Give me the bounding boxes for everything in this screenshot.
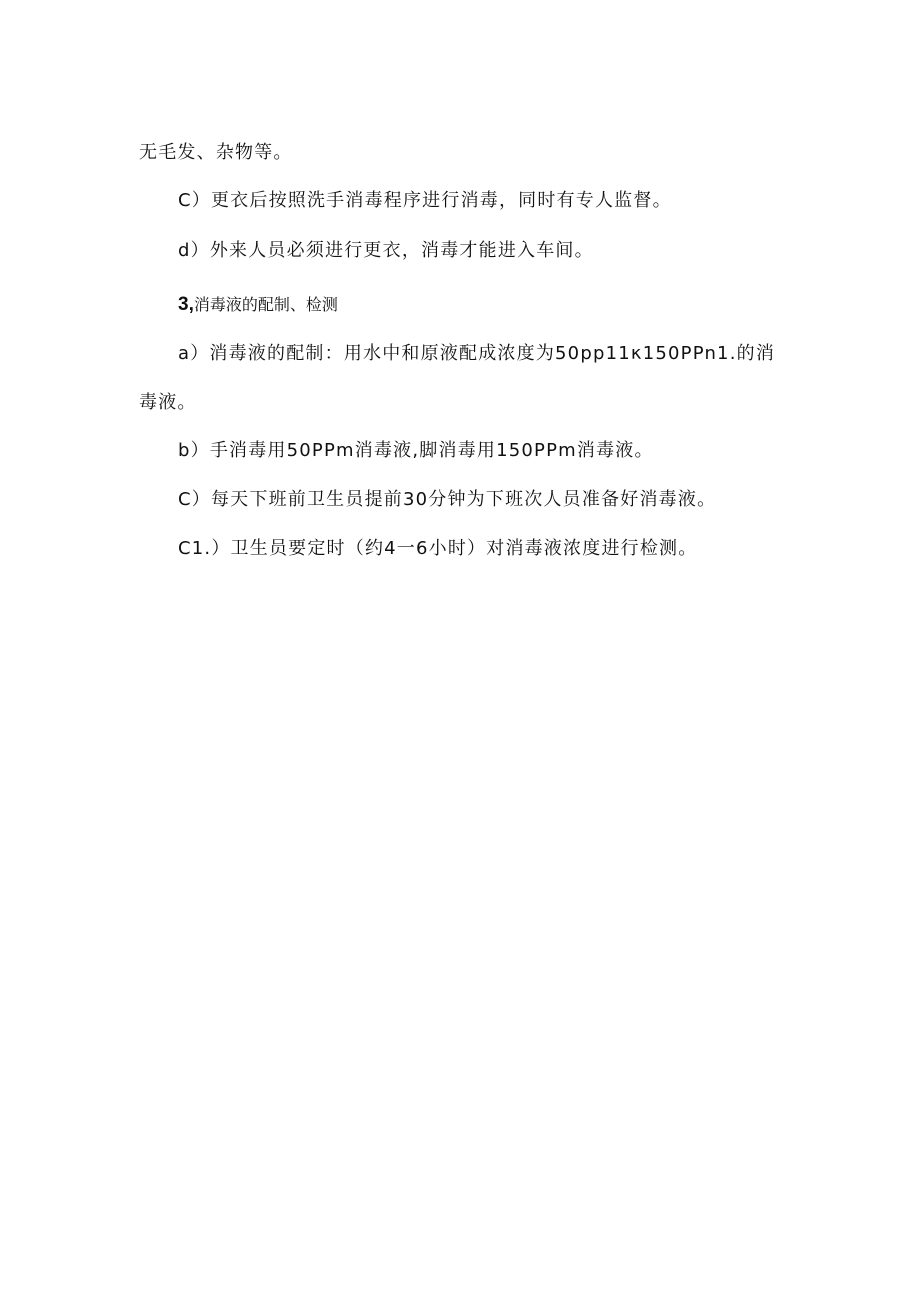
list-item-d2: C1.）卫生员要定时（约4一6小时）对消毒液浓度进行检测。	[178, 538, 698, 559]
list-item-a-continuation: 毒液。	[139, 392, 197, 413]
section-number: 3,	[178, 294, 194, 315]
list-item-c2: C）每天下班前卫生员提前30分钟为下班次人员准备好消毒液。	[178, 489, 717, 510]
section-heading	[178, 294, 338, 316]
list-item-d: d）外来人员必须进行更衣，消毒才能进入车间。	[178, 240, 594, 261]
list-item-c: C）更衣后按照洗手消毒程序进行消毒，同时有专人监督。	[178, 190, 672, 211]
list-item-a: a）消毒液的配制：用水中和原液配成浓度为50pp11κ150PPn1.的消	[178, 343, 776, 364]
paragraph-line-continuation: 无毛发、杂物等。	[139, 142, 293, 163]
list-item-b: b）手消毒用50PPm消毒液,脚消毒用150PPm消毒液。	[178, 440, 654, 461]
section-title: 消毒液的配制、检测	[193, 295, 338, 314]
